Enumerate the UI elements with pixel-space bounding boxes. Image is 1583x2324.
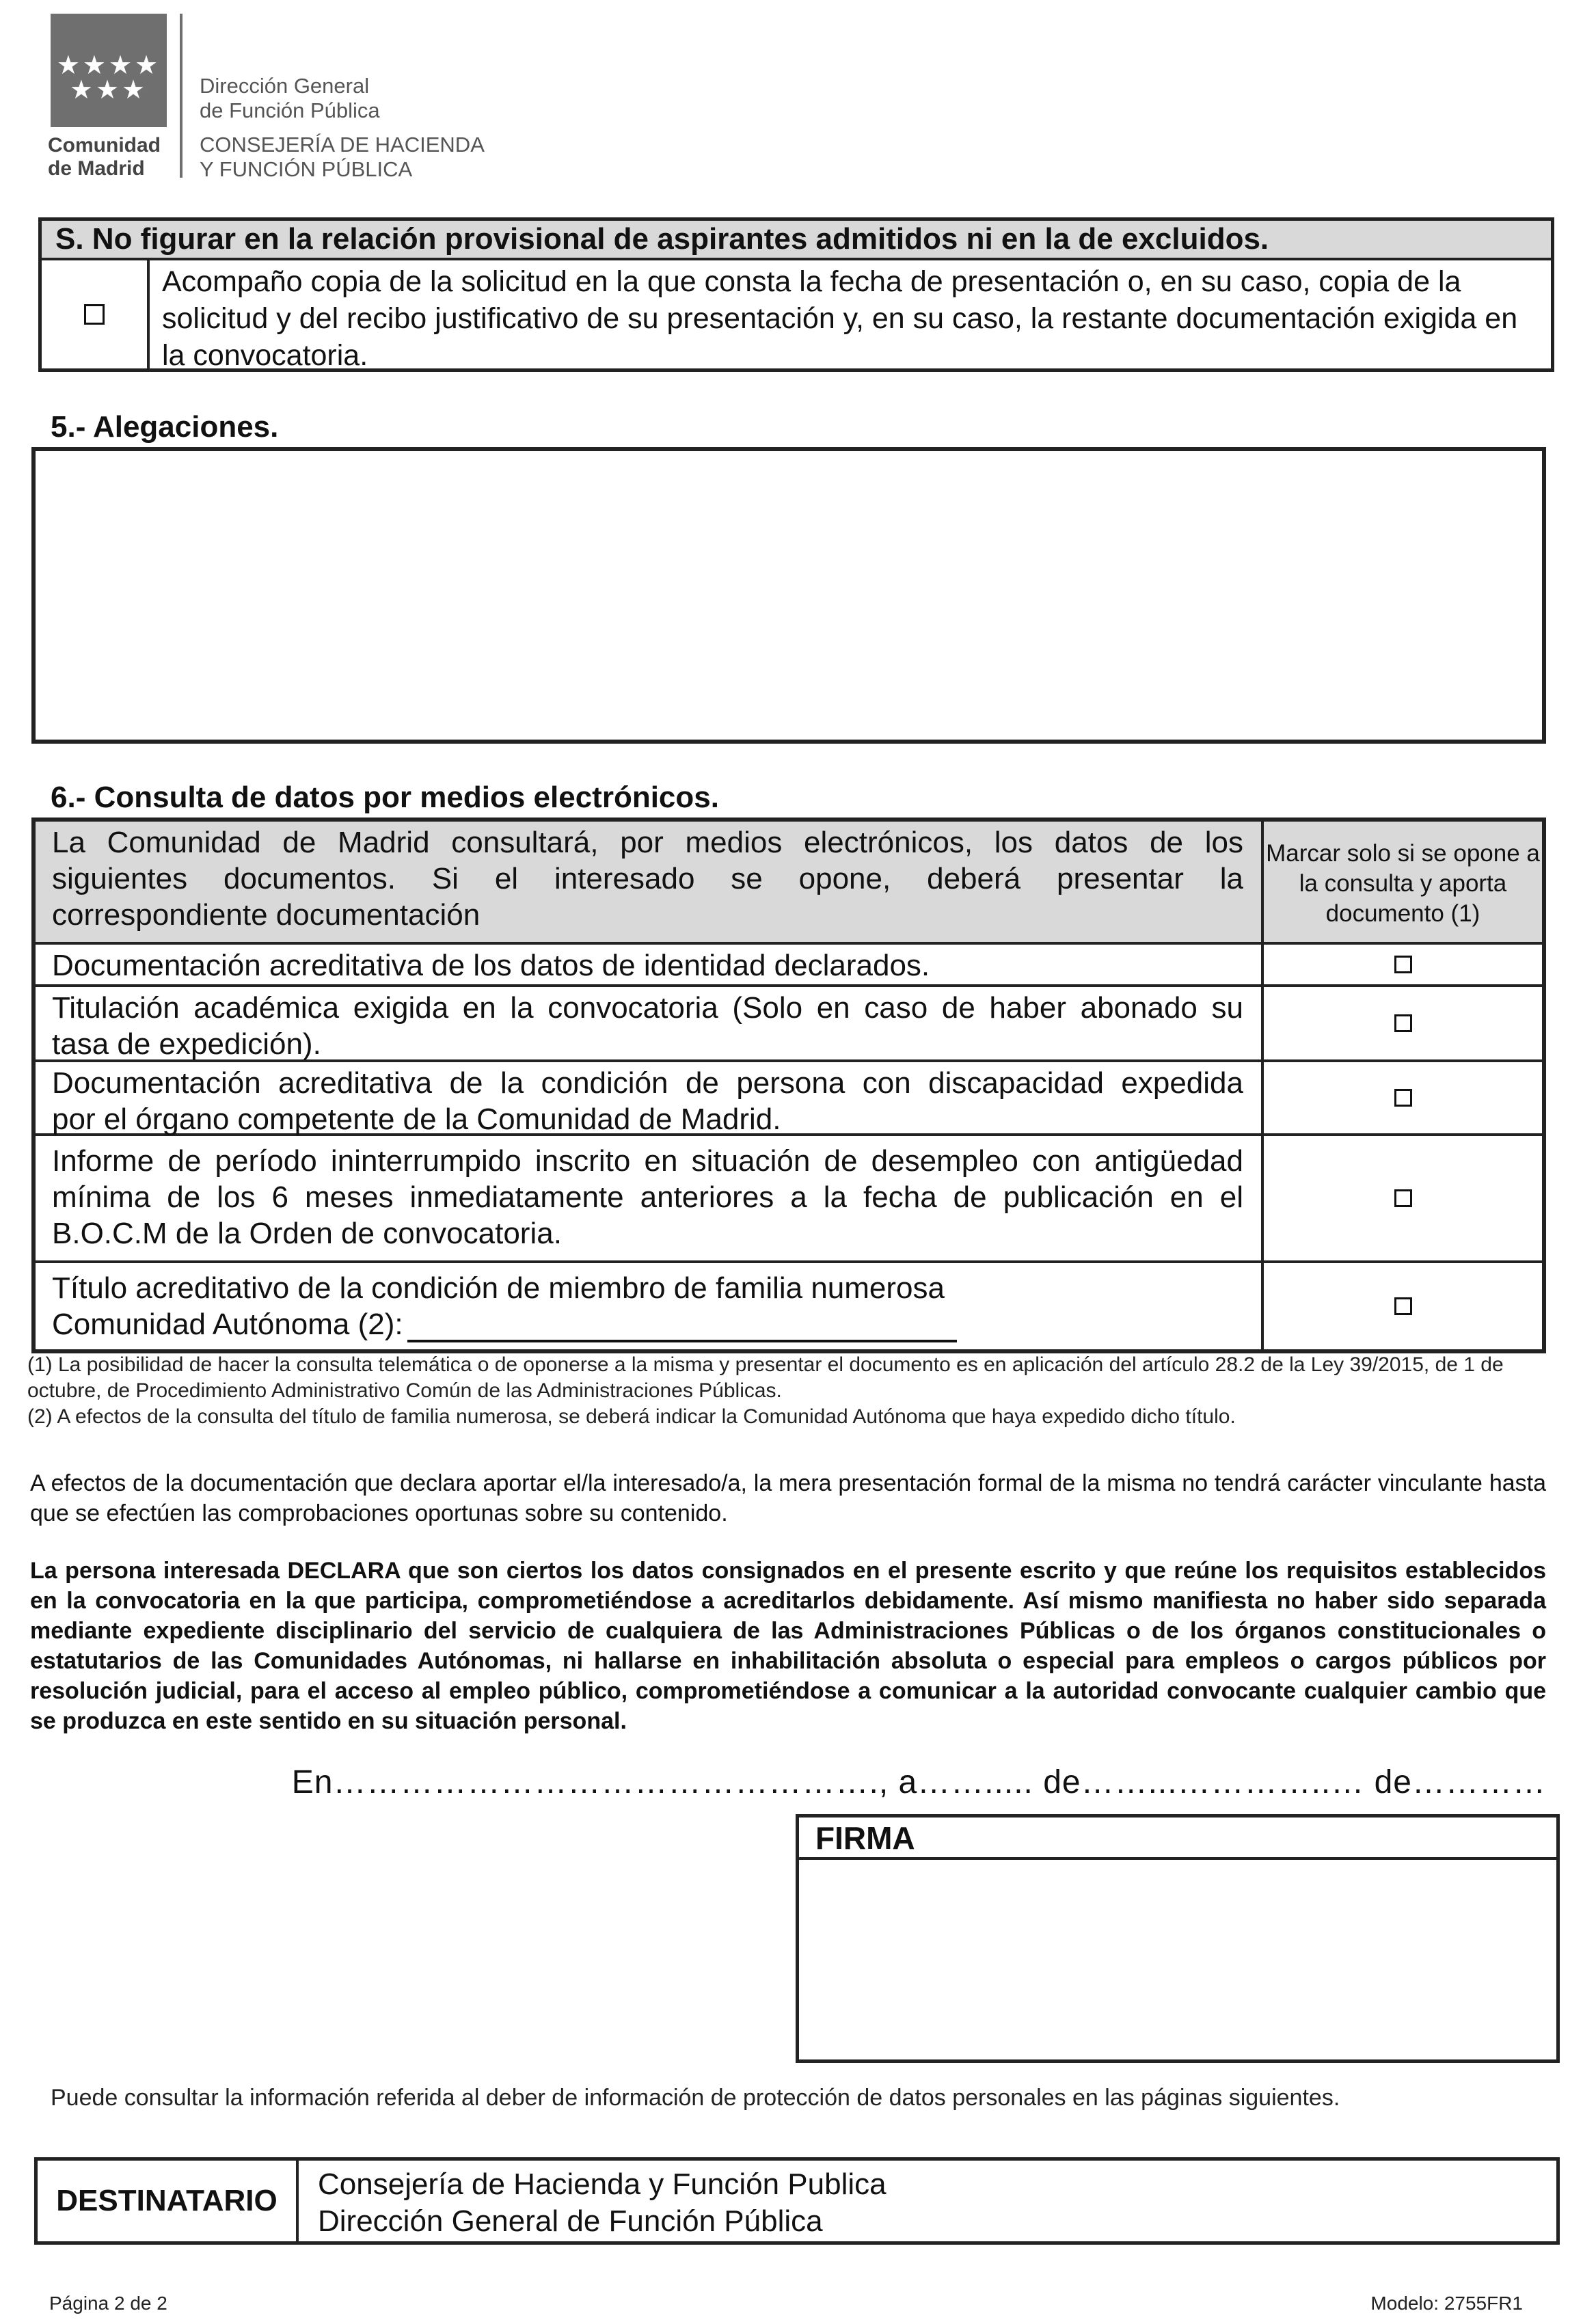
footnote-1: (1) La posibilidad de hacer la consulta telemática o de oponerse a la misma y presentar el documento es en aplicación del artículo 28.2 de la Ley 39/2015, de 1 de octubre, de Procedimiento Administrativo Común de las Administraciones Públicas.	[27, 1353, 1504, 1402]
checkbox-titulacion[interactable]	[1394, 1014, 1412, 1032]
row-desempleo-check-cell	[1264, 1136, 1542, 1260]
alegaciones-title: 5.- Alegaciones.	[51, 410, 279, 444]
section-s-check-cell	[42, 260, 150, 368]
alegaciones-textarea[interactable]	[31, 447, 1546, 744]
logo	[51, 14, 167, 127]
row-discapacidad-line: por el órgano competente de la Comunidad de Madrid.	[52, 1103, 781, 1136]
row-familia-text	[36, 1263, 1264, 1349]
consulta-header-line: La Comunidad de Madrid consultará, por medios electrónicos, los datos de los	[52, 826, 1243, 859]
destinatario-line2: Dirección General de Función Pública	[318, 2204, 823, 2238]
row-titulacion-line: Titulación académica exigida en la convocatoria (Solo en caso de haber abonado su	[52, 991, 1243, 1025]
destinatario-lines	[318, 2166, 887, 2240]
row-familia-line: Título acreditativo de la condición de miembro de familia numerosa	[52, 1271, 945, 1305]
row-discapacidad-line: Documentación acreditativa de la condición de persona con discapacidad expedida	[52, 1066, 1243, 1100]
row-desempleo-line: B.O.C.M de la Orden de convocatoria.	[52, 1217, 562, 1250]
section-s-title: S. No figurar en la relación provisional de aspirantes admitidos ni en la de excluidos.	[42, 221, 1551, 260]
comunidad-autonoma-input[interactable]	[407, 1310, 957, 1342]
consejeria-line1: CONSEJERÍA DE HACIENDA	[200, 133, 485, 157]
checkbox-identidad[interactable]	[1394, 956, 1412, 973]
row-titulacion-text	[36, 987, 1264, 1059]
footnotes	[27, 1352, 1531, 1430]
logo-name-line2: de Madrid	[48, 157, 145, 180]
consulta-header-row	[36, 822, 1542, 945]
consulta-title: 6.- Consulta de datos por medios electrónicos.	[51, 781, 719, 814]
consejeria-line2: Y FUNCIÓN PÚBLICA	[200, 157, 413, 181]
logo-name-line1: Comunidad	[48, 134, 161, 157]
row-desempleo-line: mínima de los 6 meses inmediatamente anteriores a la fecha de publicación en el	[52, 1180, 1243, 1214]
table-row	[36, 1263, 1542, 1349]
consulta-header-text	[36, 822, 1264, 942]
row-discapacidad-text	[36, 1062, 1264, 1136]
place-date-line[interactable]: En…………………………………………., a……..... de……...…………..… de…………	[291, 1764, 1546, 1800]
checkbox-discapacidad[interactable]	[1394, 1089, 1412, 1107]
table-row	[36, 945, 1542, 987]
row-familia-check-cell	[1264, 1263, 1542, 1349]
dg-line1: Dirección General	[200, 74, 370, 98]
direccion-general	[200, 74, 380, 123]
row-titulacion-line: tasa de expedición).	[52, 1027, 321, 1061]
row-titulacion-check-cell	[1264, 987, 1542, 1059]
section-s-box	[38, 217, 1554, 372]
destinatario-box	[34, 2157, 1560, 2245]
logo-name	[48, 134, 161, 180]
row-identidad-check-cell	[1264, 945, 1542, 984]
footnote-2: (2) A efectos de la consulta del título de familia numerosa, se deberá indicar la Comunidad Autónoma que haya expedido dicho título.	[27, 1405, 1236, 1428]
documentacion-paragraph: A efectos de la documentación que declara aportar el/la interesado/a, la mera presentación formal de la misma no tendrá carácter vinculante hasta que se efectúen las comprobaciones oportunas sobre su contenido.	[30, 1470, 1546, 1526]
page-number: Página 2 de 2	[49, 2293, 167, 2314]
privacy-note: Puede consultar la información referida al deber de información de protección de datos personales en las páginas siguientes.	[51, 2085, 1340, 2111]
comunidad-autonoma-label: Comunidad Autónoma (2):	[52, 1308, 403, 1341]
row-discapacidad-check-cell	[1264, 1062, 1542, 1133]
table-row	[36, 987, 1542, 1062]
header-divider	[180, 14, 182, 178]
row-desempleo-text	[36, 1136, 1264, 1260]
checkbox-familia-numerosa[interactable]	[1394, 1297, 1412, 1315]
consejeria	[200, 133, 485, 182]
consulta-header-line: siguientes documentos. Si el interesado se opone, deberá presentar la	[52, 862, 1243, 895]
destinatario-label: DESTINATARIO	[38, 2161, 299, 2241]
dg-line2: de Función Pública	[200, 98, 380, 122]
section-s-checkbox[interactable]	[84, 304, 105, 325]
table-row	[36, 1136, 1542, 1263]
firma-box[interactable]	[796, 1814, 1560, 2063]
row-identidad-text: Documentación acreditativa de los datos de identidad declarados.	[36, 945, 1264, 984]
consulta-table	[31, 818, 1546, 1353]
checkbox-desempleo[interactable]	[1394, 1189, 1412, 1207]
logo-stars-icon: ★★★★ ★★★	[56, 51, 161, 105]
firma-label: FIRMA	[799, 1818, 1556, 1860]
declaracion-paragraph: La persona interesada DECLARA que son ciertos los datos consignados en el presente escrito y que reúne los requisitos establecidos en la convocatoria en la que participa, comprometiéndose a acreditarlos debidamente. Así mismo manifiesta no haber sido separada mediante expediente disciplinario del servicio de cualquiera de las Administraciones Públicas o de los órganos constitucionales o estatutarios de las Comunidades Autónomas, ni hallarse en inhabilitación absoluta o especial para empleos o cargos públicos por resolución judicial, para el acceso al empleo público, comprometiéndose a comunicar a la autoridad convocante cualquier cambio que se produzca en este sentido en su situación personal.	[30, 1558, 1546, 1734]
destinatario-line1: Consejería de Hacienda y Función Publica	[318, 2167, 887, 2201]
consulta-header-right: Marcar solo si se opone a la consulta y aporta documento (1)	[1264, 822, 1542, 942]
table-row	[36, 1062, 1542, 1136]
row-familia-line	[52, 1306, 1243, 1342]
consulta-header-line: correspondiente documentación	[52, 898, 481, 932]
model-number: Modelo: 2755FR1	[1370, 2293, 1523, 2314]
row-desempleo-line: Informe de período ininterrumpido inscrito en situación de desempleo con antigüedad	[52, 1144, 1243, 1178]
section-s-text: Acompaño copia de la solicitud en la que consta la fecha de presentación o, en su caso, copia de la solicitud y del recibo justificativo de su presentación y, en su caso, la restante documentación exigida en la convocatoria.	[162, 265, 1518, 372]
